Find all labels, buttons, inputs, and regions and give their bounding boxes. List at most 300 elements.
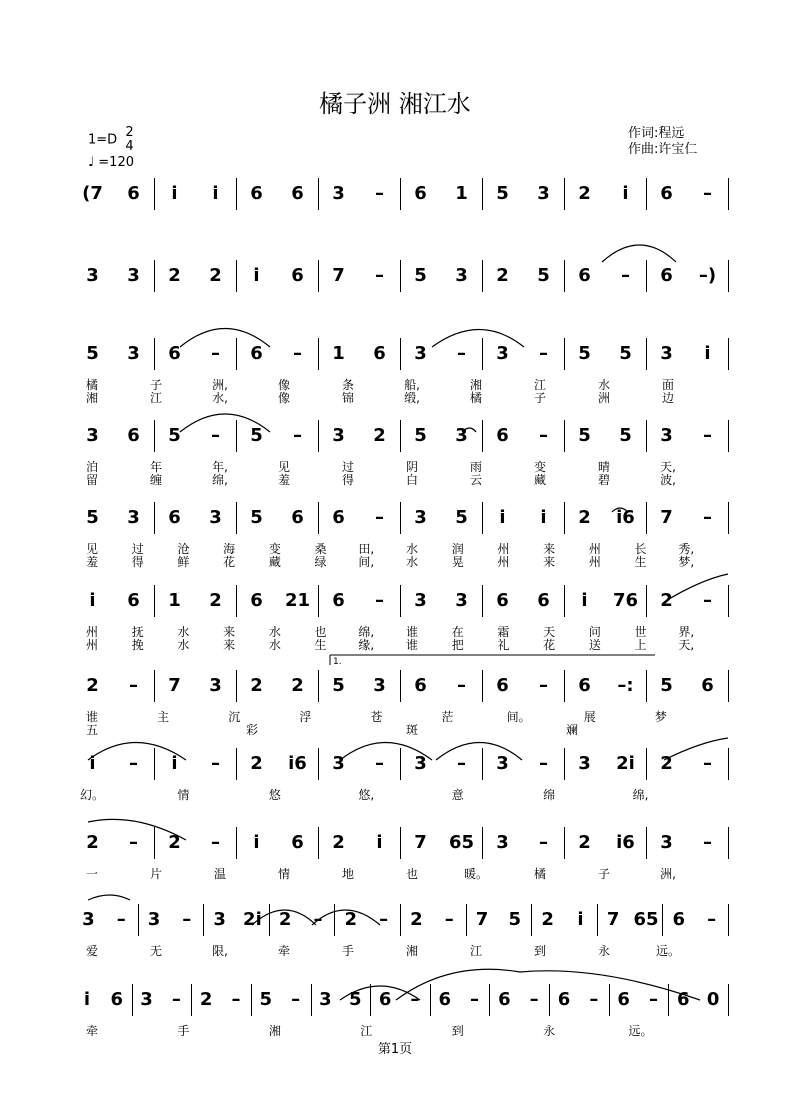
notation-row (72, 504, 732, 534)
lyric-word: 子 (533, 391, 546, 405)
lyric-word: 水 (177, 625, 190, 639)
note: – (621, 265, 630, 286)
note: 6 (291, 507, 304, 528)
lyric-word: 无 (149, 944, 162, 958)
quarter-note-icon: ♩ (88, 155, 95, 170)
note: 6 (537, 590, 550, 611)
tempo-marking (88, 155, 134, 170)
lyric-word: 五 (85, 723, 98, 737)
note: 7 (414, 832, 427, 853)
note: 6 (332, 507, 345, 528)
note: – (375, 507, 384, 528)
note: 2 (209, 590, 222, 611)
lyric-word: 送 (588, 638, 601, 652)
bar-line (728, 260, 729, 292)
lyric-word: 边 (661, 391, 674, 405)
bar-line (728, 984, 729, 1016)
note: – (116, 909, 126, 930)
note: 3 (86, 425, 99, 446)
note: 1 (455, 183, 468, 204)
note: 3 (147, 909, 161, 930)
note: 6 (168, 507, 181, 528)
lyric-word: 沧 (177, 542, 190, 556)
lyric-word: 谁 (85, 710, 98, 724)
note: 5 (86, 507, 99, 528)
notation-row (72, 829, 732, 859)
note: 6 (373, 343, 386, 364)
lyric-word: 悠, (358, 788, 375, 802)
note: 76 (612, 590, 639, 611)
lyric-word: 长 (634, 542, 647, 556)
lyric-word: 意 (451, 788, 464, 802)
note: 6 (332, 590, 345, 611)
note: 3 (127, 265, 140, 286)
time-beats: 2 (125, 125, 134, 140)
note: – (313, 909, 323, 930)
note: 6 (557, 989, 571, 1010)
note: 6 (578, 265, 591, 286)
lyric-word: 水 (597, 378, 610, 392)
lyric-word: 湘 (85, 391, 98, 405)
time-unit: 4 (125, 139, 134, 154)
lyric-word: 洲 (597, 391, 610, 405)
lyric-word: 子 (149, 378, 162, 392)
note: – (129, 832, 138, 853)
lyric-word: 波, (660, 473, 676, 487)
lyric-word: 限, (212, 944, 228, 958)
lyric-word: 橘 (533, 867, 546, 881)
note: i (581, 590, 588, 611)
note: i (577, 909, 584, 930)
note: 2i (616, 753, 635, 774)
lyric-word: 条 (341, 378, 354, 392)
note: – (470, 989, 480, 1010)
notation-row (72, 986, 732, 1016)
note: 2 (373, 425, 386, 446)
lyric-word: 变 (268, 542, 281, 556)
note: 3 (414, 343, 427, 364)
time-signature (125, 126, 133, 154)
note: 3 (578, 753, 591, 774)
note: 5 (349, 989, 362, 1010)
lyric-word: 州 (497, 542, 510, 556)
credits (628, 126, 697, 158)
bar-line (728, 904, 729, 936)
lyric-word: 州 (588, 555, 601, 569)
lyric-word: 幻。 (79, 788, 104, 802)
lyric-word: 江 (533, 378, 546, 392)
note: 2 (168, 832, 181, 853)
lyric-word: 绵, (358, 625, 375, 639)
bar-line (728, 338, 729, 370)
note: 6 (496, 675, 509, 696)
note: 5 (250, 507, 263, 528)
note: – (211, 425, 220, 446)
lyric-word: 谁 (405, 638, 418, 652)
note: 2 (250, 753, 263, 774)
lyric-word: 斑 (405, 723, 418, 737)
bar-line (728, 827, 729, 859)
lyric-word: 浮 (299, 710, 312, 724)
note: 2 (578, 832, 591, 853)
lyric-word: 面 (661, 378, 674, 392)
lyric-word: 泊 (85, 460, 98, 474)
lyric-word: 水 (405, 555, 418, 569)
note: 2 (578, 507, 591, 528)
lyric-word: 来 (223, 625, 236, 639)
note: 5 (660, 675, 673, 696)
lyric-line (72, 721, 732, 737)
lyric-word: 绵, (632, 788, 649, 802)
lyric-word: 暖。 (463, 867, 488, 881)
lyric-word: 见 (277, 460, 290, 474)
note: 6 (414, 675, 427, 696)
lyric-word: 苍 (370, 710, 383, 724)
lyric-word: 谁 (405, 625, 418, 639)
note: 2 (278, 909, 292, 930)
note: 2 (541, 909, 554, 930)
note: – (444, 909, 454, 930)
lyric-word: 水 (268, 625, 281, 639)
note: – (703, 507, 712, 528)
note: 7 (332, 265, 345, 286)
lyric-word: 水 (268, 638, 281, 652)
note: i (540, 507, 547, 528)
note: – (703, 183, 712, 204)
note: – (375, 753, 384, 774)
lyric-word: 彩 (245, 723, 258, 737)
note: 2 (578, 183, 591, 204)
note: 6 (677, 989, 690, 1010)
note: – (211, 753, 220, 774)
note: 3 (414, 590, 427, 611)
composer: 作曲:许宝仁 (628, 142, 698, 157)
lyricist: 作词:程远 (628, 126, 685, 141)
note: – (648, 989, 658, 1010)
lyric-line (72, 389, 732, 405)
lyric-word: 缎, (404, 391, 420, 405)
note: 5 (578, 425, 591, 446)
note: i (253, 832, 260, 853)
lyric-word: 藏 (268, 555, 281, 569)
note: 6 (127, 183, 140, 204)
note: 1 (332, 343, 345, 364)
note: 3 (127, 507, 140, 528)
note: 5 (496, 183, 509, 204)
note: – (129, 753, 138, 774)
note: 3 (209, 507, 222, 528)
lyric-word: 抚 (131, 625, 144, 639)
lyric-word: 花 (223, 555, 236, 569)
lyric-word: 年 (149, 460, 162, 474)
note: 2 (291, 675, 304, 696)
lyric-word: 天, (660, 460, 676, 474)
bar-line (728, 420, 729, 452)
note: 3 (414, 507, 427, 528)
lyric-line (72, 865, 732, 881)
note: –) (698, 265, 717, 286)
note: 6 (168, 343, 181, 364)
note: i6 (616, 507, 635, 528)
note: – (457, 675, 466, 696)
note: – (171, 989, 181, 1010)
note: 3 (496, 832, 509, 853)
lyric-word: 洲, (212, 378, 228, 392)
note: 6 (701, 675, 714, 696)
slur (88, 895, 130, 900)
note: – (375, 265, 384, 286)
lyric-word: 鲜 (177, 555, 190, 569)
lyric-word: 秀, (678, 542, 695, 556)
lyric-word: 水, (212, 391, 228, 405)
lyric-word: 藏 (533, 473, 546, 487)
lyric-word: 桑 (314, 542, 327, 556)
lyric-word: 像 (277, 391, 290, 405)
note: 6 (250, 183, 263, 204)
note: 3 (455, 265, 468, 286)
note: 5 (250, 425, 263, 446)
note: i (499, 507, 506, 528)
lyric-word: 界, (678, 625, 695, 639)
note: 3 (82, 909, 95, 930)
lyric-word: 花 (543, 638, 556, 652)
note: – (703, 753, 712, 774)
lyric-word: 晴 (597, 460, 610, 474)
note: – (539, 425, 548, 446)
tempo-value: =120 (98, 155, 134, 170)
note: 5 (86, 343, 99, 364)
lyric-word: 展 (583, 710, 596, 724)
note: 5 (168, 425, 181, 446)
note: 6 (250, 343, 263, 364)
note: 2 (496, 265, 509, 286)
lyric-line (72, 786, 732, 802)
lyric-word: 云 (469, 473, 482, 487)
note: 6 (127, 425, 140, 446)
lyric-word: 橘 (85, 378, 98, 392)
lyric-word: 州 (588, 542, 601, 556)
lyric-word: 天, (678, 638, 695, 652)
note: 2 (250, 675, 263, 696)
lyric-word: 田, (358, 542, 375, 556)
note: 6 (291, 832, 304, 853)
lyric-line (72, 1022, 732, 1038)
lyric-word: 来 (543, 555, 556, 569)
note: 5 (619, 425, 632, 446)
note: 3 (209, 675, 222, 696)
note: 6 (250, 590, 263, 611)
lyric-word: 牵 (277, 944, 290, 958)
lyric-word: 主 (157, 710, 170, 724)
lyric-word: 子 (597, 867, 610, 881)
note: 21 (284, 590, 311, 611)
lyric-word: 江 (360, 1024, 373, 1038)
note: 5 (414, 265, 427, 286)
note: –: (617, 675, 634, 696)
note: – (589, 989, 599, 1010)
note: 3 (660, 832, 673, 853)
note: – (379, 909, 389, 930)
lyric-word: 梦, (678, 555, 695, 569)
note: – (410, 989, 420, 1010)
note: – (707, 909, 717, 930)
lyric-word: 挽 (131, 638, 144, 652)
note: 3 (660, 343, 673, 364)
note: 6 (414, 183, 427, 204)
lyric-word: 变 (533, 460, 546, 474)
notation-row (72, 906, 732, 936)
note: – (539, 343, 548, 364)
note: – (293, 425, 302, 446)
note: 65 (448, 832, 475, 853)
note: 65 (633, 909, 659, 930)
lyric-word: 缘, (358, 638, 375, 652)
lyric-line (72, 636, 732, 652)
note: 2 (660, 753, 673, 774)
bar-line (728, 670, 729, 702)
page-number: 第1页 (377, 1042, 413, 1057)
note: – (529, 989, 539, 1010)
note: i (253, 265, 260, 286)
lyric-word: 永 (597, 944, 610, 958)
lyric-word: 阴 (405, 460, 418, 474)
note: 6 (578, 675, 591, 696)
lyric-word: 洲, (660, 867, 676, 881)
lyric-word: 世 (634, 625, 647, 639)
note: – (375, 183, 384, 204)
lyric-word: 湘 (469, 378, 482, 392)
lyric-word: 羞 (277, 473, 290, 487)
lyric-word: 间, (358, 555, 375, 569)
lyric-word: 锦 (341, 391, 354, 405)
note: 2 (660, 590, 673, 611)
bar-line (728, 178, 729, 210)
note: i (704, 343, 711, 364)
note: – (182, 909, 192, 930)
note: – (539, 832, 548, 853)
note: – (375, 590, 384, 611)
note: 6 (378, 989, 392, 1010)
note: i (83, 989, 90, 1010)
lyric-word: 海 (223, 542, 236, 556)
lyric-word: 像 (277, 378, 290, 392)
lyric-line (72, 553, 732, 569)
lyric-word: 晃 (451, 555, 464, 569)
lyric-word: 片 (149, 867, 162, 881)
note: 3 (127, 343, 140, 364)
lyric-word: 爱 (85, 944, 98, 958)
note: 3 (86, 265, 99, 286)
lyric-word: 绵, (212, 473, 228, 487)
note: 6 (617, 989, 630, 1010)
note: 5 (455, 507, 468, 528)
lyric-word: 地 (341, 867, 354, 881)
lyric-word: 沉 (228, 710, 241, 724)
note: 2 (410, 909, 423, 930)
lyric-word: 留 (85, 473, 98, 487)
note: – (457, 343, 466, 364)
note: 6 (291, 183, 304, 204)
lyric-word: 橘 (469, 391, 482, 405)
note: i (89, 753, 96, 774)
note: 6 (110, 989, 123, 1010)
note: 7 (168, 675, 181, 696)
lyric-word: 年, (212, 460, 228, 474)
lyric-word: 江 (469, 944, 482, 958)
note: 3 (455, 590, 468, 611)
notation-row (72, 340, 732, 370)
lyric-word: 见 (85, 542, 98, 556)
notation-row (72, 750, 732, 780)
slur (602, 245, 676, 262)
note: – (457, 753, 466, 774)
note: 2 (344, 909, 358, 930)
lyric-word: 湘 (405, 944, 418, 958)
lyric-word: 手 (177, 1024, 190, 1038)
lyric-word: 情 (277, 867, 290, 881)
lyric-word: 间。 (506, 710, 531, 724)
lyric-word: 在 (451, 625, 464, 639)
lyric-word: 碧 (597, 473, 610, 487)
lyric-word: 一 (85, 867, 98, 881)
note: 3 (140, 989, 153, 1010)
lyric-word: 也 (405, 867, 418, 881)
note: – (703, 425, 712, 446)
note: 7 (660, 507, 673, 528)
note: 6 (496, 425, 509, 446)
lyric-word: 白 (405, 473, 418, 487)
note: 7 (475, 909, 489, 930)
note: 6 (291, 265, 304, 286)
note: 6 (672, 909, 686, 930)
lyric-line (72, 942, 732, 958)
note: 7 (606, 909, 620, 930)
lyric-word: 悠 (268, 788, 281, 802)
lyric-word: 缠 (149, 473, 162, 487)
note: 3 (660, 425, 673, 446)
lyric-word: 湘 (268, 1024, 281, 1038)
lyric-word: 到 (533, 944, 546, 958)
lyric-word: 礼 (497, 638, 510, 652)
note: – (129, 675, 138, 696)
notation-row (72, 262, 732, 292)
lyric-word: 绵 (543, 788, 556, 802)
volta-label: 1. (333, 657, 342, 667)
note: – (211, 832, 220, 853)
key-signature (88, 126, 134, 154)
bar-line (728, 502, 729, 534)
lyric-word: 过 (341, 460, 354, 474)
lyric-word: 霜 (497, 625, 510, 639)
key-label: 1=D (88, 132, 118, 148)
note: 3 (537, 183, 550, 204)
note: 6 (498, 989, 511, 1010)
note: – (293, 343, 302, 364)
note: 1 (168, 590, 181, 611)
note: 5 (332, 675, 345, 696)
song-title: 橘子洲 湘江水 (319, 90, 471, 118)
note: i (171, 753, 178, 774)
notation-row (72, 672, 732, 702)
lyric-word: 温 (213, 867, 226, 881)
lyric-word: 雨 (469, 460, 482, 474)
lyric-word: 把 (451, 638, 464, 652)
lyric-word: 船, (404, 378, 420, 392)
note: 5 (619, 343, 632, 364)
note: 2 (168, 265, 181, 286)
note: 2 (86, 832, 99, 853)
note: 2i (243, 909, 262, 930)
